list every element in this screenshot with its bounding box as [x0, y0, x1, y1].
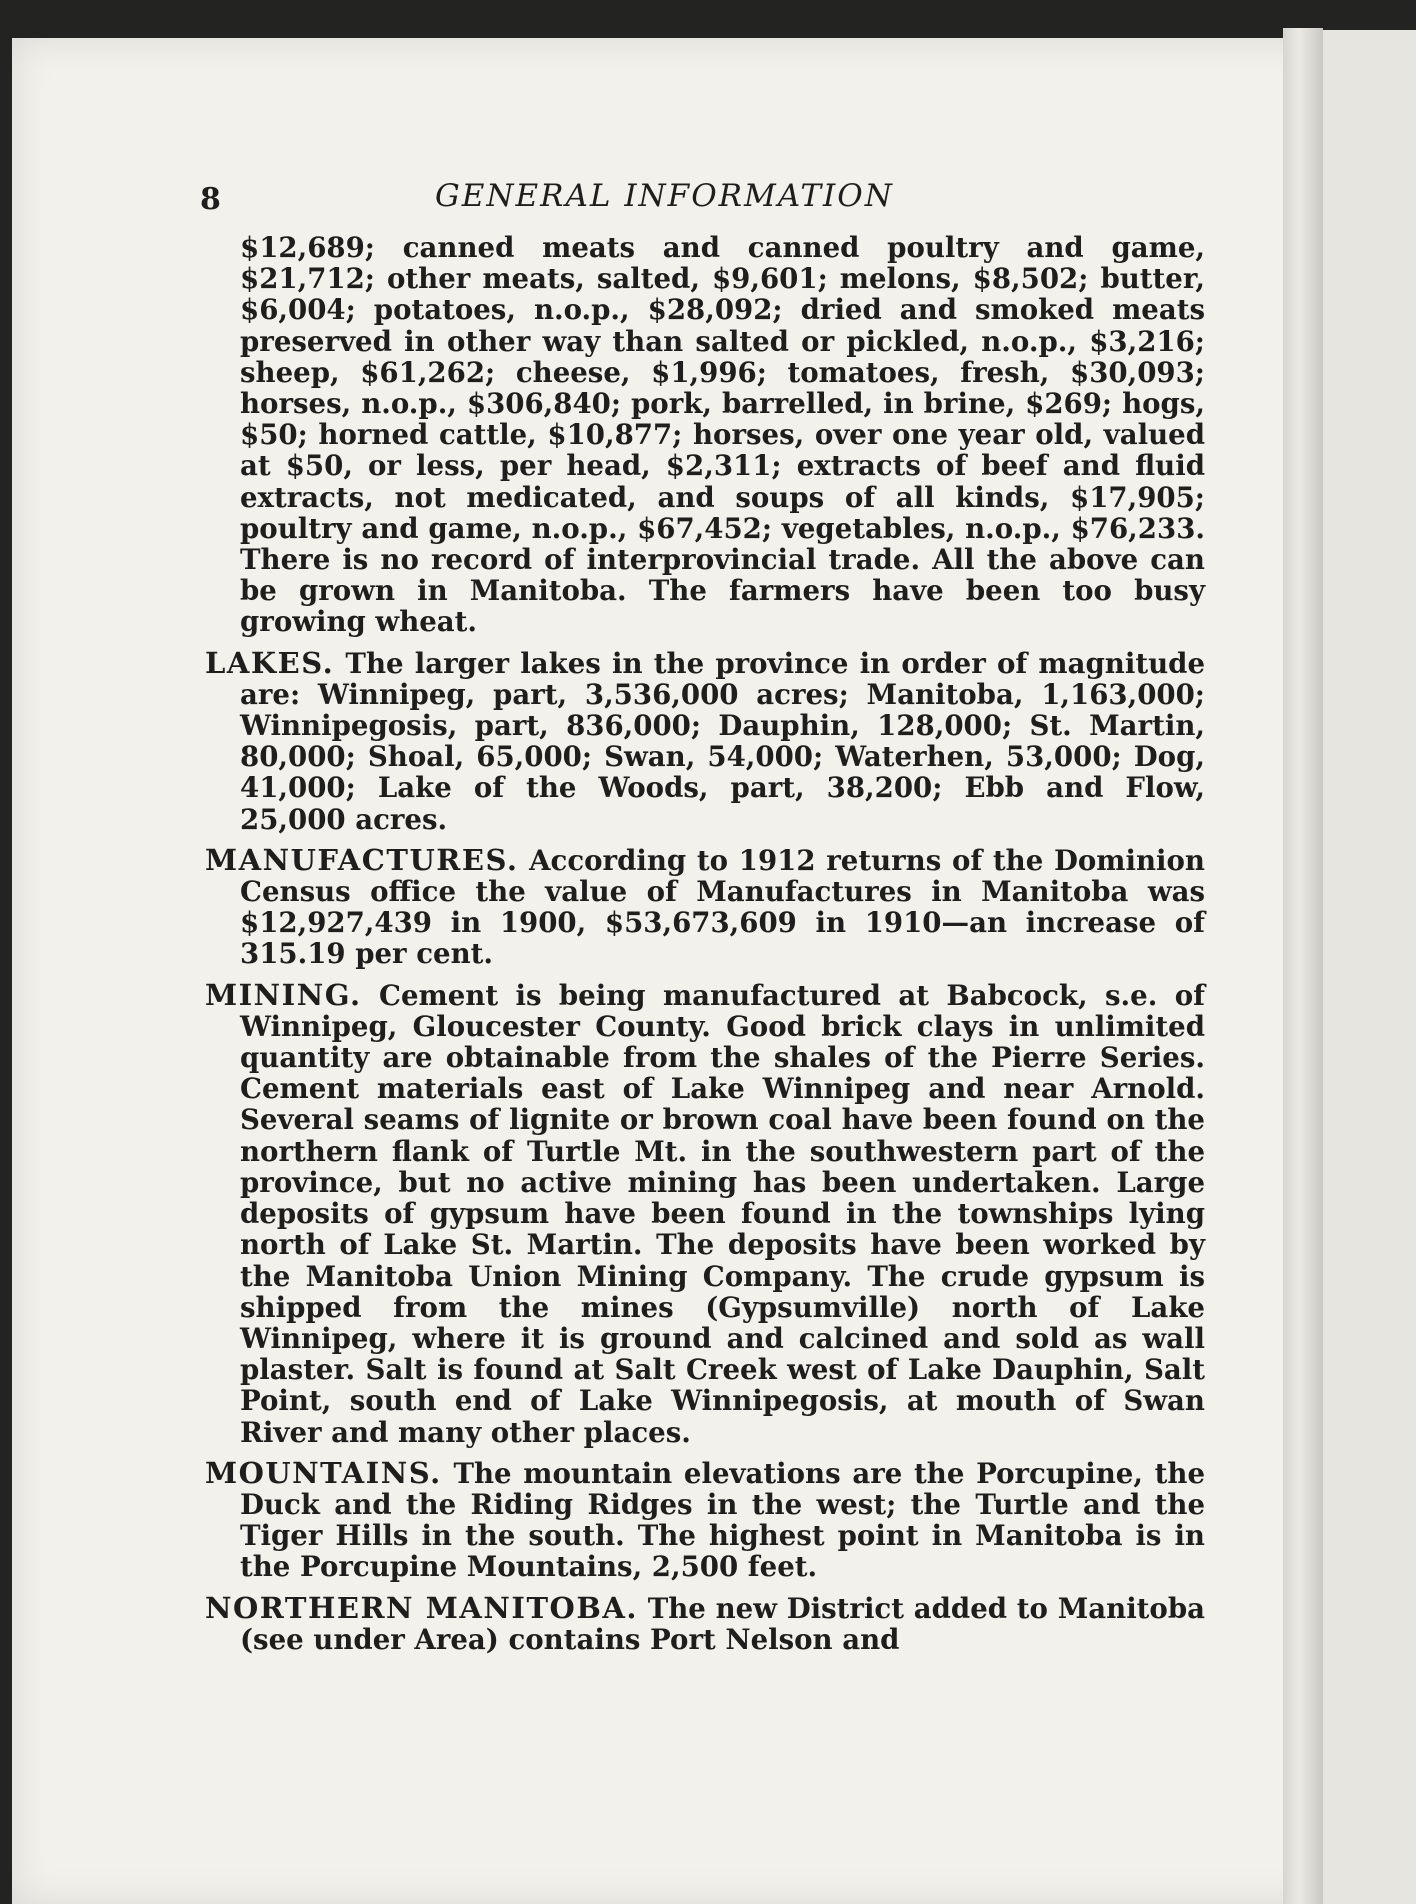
entry-heading: MINING.	[205, 977, 362, 1012]
entry-mining	[205, 977, 1205, 1449]
entry-northern-manitoba	[205, 1590, 1206, 1656]
page-gutter	[1283, 28, 1323, 1904]
page-content	[200, 170, 1206, 1656]
entry-lakes	[205, 645, 1205, 836]
entry-text: The mountain elevations are the Porcupine, the Duck and the Riding Ridges in the west; the Turtle and the Tiger Hills in the south. The highest point in Manitoba is in the Porcupine Mountains, 2,500 feet.	[240, 1456, 1205, 1584]
entry-mountains	[205, 1455, 1205, 1584]
entry-manufactures	[205, 842, 1205, 971]
facing-page-edge	[1323, 30, 1416, 1904]
entry-text: The new District added to Manitoba (see under Area) contains Port Nelson and	[240, 1591, 1206, 1656]
entry-text: Cement is being manufactured at Babcock, s.e. of Winnipeg, Gloucester County. Good brick clays in unlimited quantity are obtainable from the shales of the Pierre Series. Cement materials east of Lake Winnipeg and near Arnold. Several seams of lignite or brown coal have been found on the northern flank of Turtle Mt. in the southwestern part of the province, but no active mining has been undertaken. Large deposits of gypsum have been found in the townships lying north of Lake St. Martin. The deposits have been worked by the Manitoba Union Mining Company. The crude gypsum is shipped from the mines (Gypsumville) north of Lake Winnipeg, where it is ground and calcined and sold as wall plaster. Salt is found at Salt Creek west of Lake Dauphin, Salt Point, south end of Lake Winnipegosis, at mouth of Swan River and many other places.	[240, 978, 1205, 1449]
entry-text: According to 1912 returns of the Dominion Census office the value of Manufactures in Manitoba was $12,927,439 in 1900, $53,673,609 in 1910—an increase of 315.19 per cent.	[240, 843, 1205, 971]
running-head	[200, 170, 1205, 226]
running-title: GENERAL INFORMATION	[435, 178, 894, 214]
page-number: 8	[200, 182, 221, 217]
entry-heading: MOUNTAINS.	[205, 1455, 442, 1490]
entry-text: The larger lakes in the province in order of magnitude are: Winnipeg, part, 3,536,000 acres; Manitoba, 1,163,000; Winnipegosis, part, 836,000; Dauphin, 128,000; St. Martin, 80,000; Shoal, 65,000; Swan, 54,000; Waterhen, 53,000; Dog, 41,000; Lake of the Woods, part, 38,200; Ebb and Flow, 25,000 acres.	[240, 646, 1205, 836]
entry-heading: LAKES.	[205, 645, 335, 680]
continued-paragraph: $12,689; canned meats and canned poultry and game, $21,712; other meats, salted, $9,601; melons, $8,502; butter, $6,004; potatoes, n.o.p., $28,092; dried and smoked meats preserved in other way than salted or pickled, n.o.p., $3,216; sheep, $61,262; cheese, $1,996; tomatoes, fresh, $30,093; horses, n.o.p., $306,840; pork, barrelled, in brine, $269; hogs, $50; horned cattle, $10,877; horses, over one year old, valued at $50, or less, per head, $2,311; extracts of beef and fluid extracts, not medicated, and soups of all kinds, $17,905; poultry and game, n.o.p., $67,452; vegetables, n.o.p., $76,233. There is no record of interprovincial trade. All the above can be grown in Manitoba. The farmers have been too busy growing wheat.	[240, 231, 1205, 639]
entry-heading: MANUFACTURES.	[205, 842, 519, 877]
entry-heading: NORTHERN MANITOBA.	[205, 1590, 638, 1625]
